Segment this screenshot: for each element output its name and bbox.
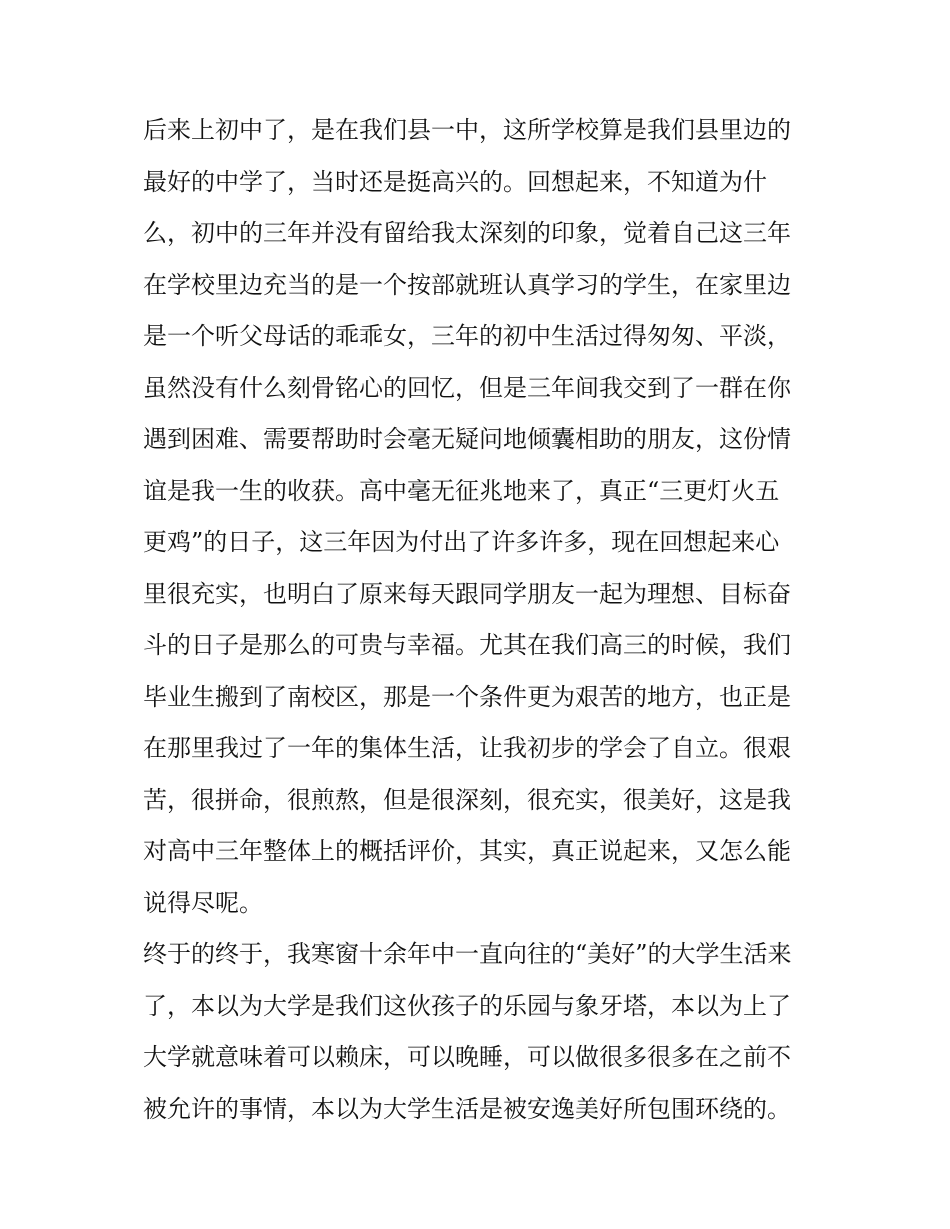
text-line: 说得尽呢。 <box>143 888 263 917</box>
body-text <box>143 105 823 1135</box>
text-line: 里很充实，也明白了原来每天跟同学朋友一起为理想、目标奋 <box>143 579 791 608</box>
text-line: 大学就意味着可以赖床，可以晚睡，可以做很多很多在之前不 <box>143 1043 791 1071</box>
text-line: 在学校里边充当的是一个按部就班认真学习的学生，在家里边 <box>143 270 791 299</box>
text-line: 么，初中的三年并没有留给我太深刻的印象，觉着自己这三年 <box>143 219 791 247</box>
text-line: 苦，很拼命，很煎熬，但是很深刻，很充实，很美好，这是我 <box>143 785 791 814</box>
text-line: 后来上初中了，是在我们县一中，这所学校算是我们县里边的 <box>143 116 791 144</box>
text-line: 遇到困难、需要帮助时会毫无疑问地倾囊相助的朋友，这份情 <box>143 425 791 453</box>
text-line: 更鸡”的日子，这三年因为付出了许多许多，现在回想起来心 <box>143 528 780 556</box>
text-line: 在那里我过了一年的集体生活，让我初步的学会了自立。很艰 <box>143 734 791 762</box>
text-line: 终于的终于，我寒窗十余年中一直向往的“美好”的大学生活来 <box>143 940 792 968</box>
text-line: 对高中三年整体上的概括评价，其实，真正说起来，又怎么能 <box>143 837 791 865</box>
text-line: 被允许的事情，本以为大学生活是被安逸美好所包围环绕的。 <box>143 1094 791 1123</box>
text-line: 毕业生搬到了南校区，那是一个条件更为艰苦的地方，也正是 <box>143 682 791 711</box>
text-line: 最好的中学了，当时还是挺高兴的。回想起来，不知道为什 <box>143 167 767 196</box>
text-line: 斗的日子是那么的可贵与幸福。尤其在我们高三的时候，我们 <box>143 631 791 659</box>
text-line: 谊是我一生的收获。高中毫无征兆地来了，真正“三更灯火五 <box>143 476 780 505</box>
text-line: 是一个听父母话的乖乖女，三年的初中生活过得匆匆、平淡， <box>143 322 791 350</box>
text-line: 了，本以为大学是我们这伙孩子的乐园与象牙塔，本以为上了 <box>143 991 791 1020</box>
text-line: 虽然没有什么刻骨铭心的回忆，但是三年间我交到了一群在你 <box>143 373 791 402</box>
